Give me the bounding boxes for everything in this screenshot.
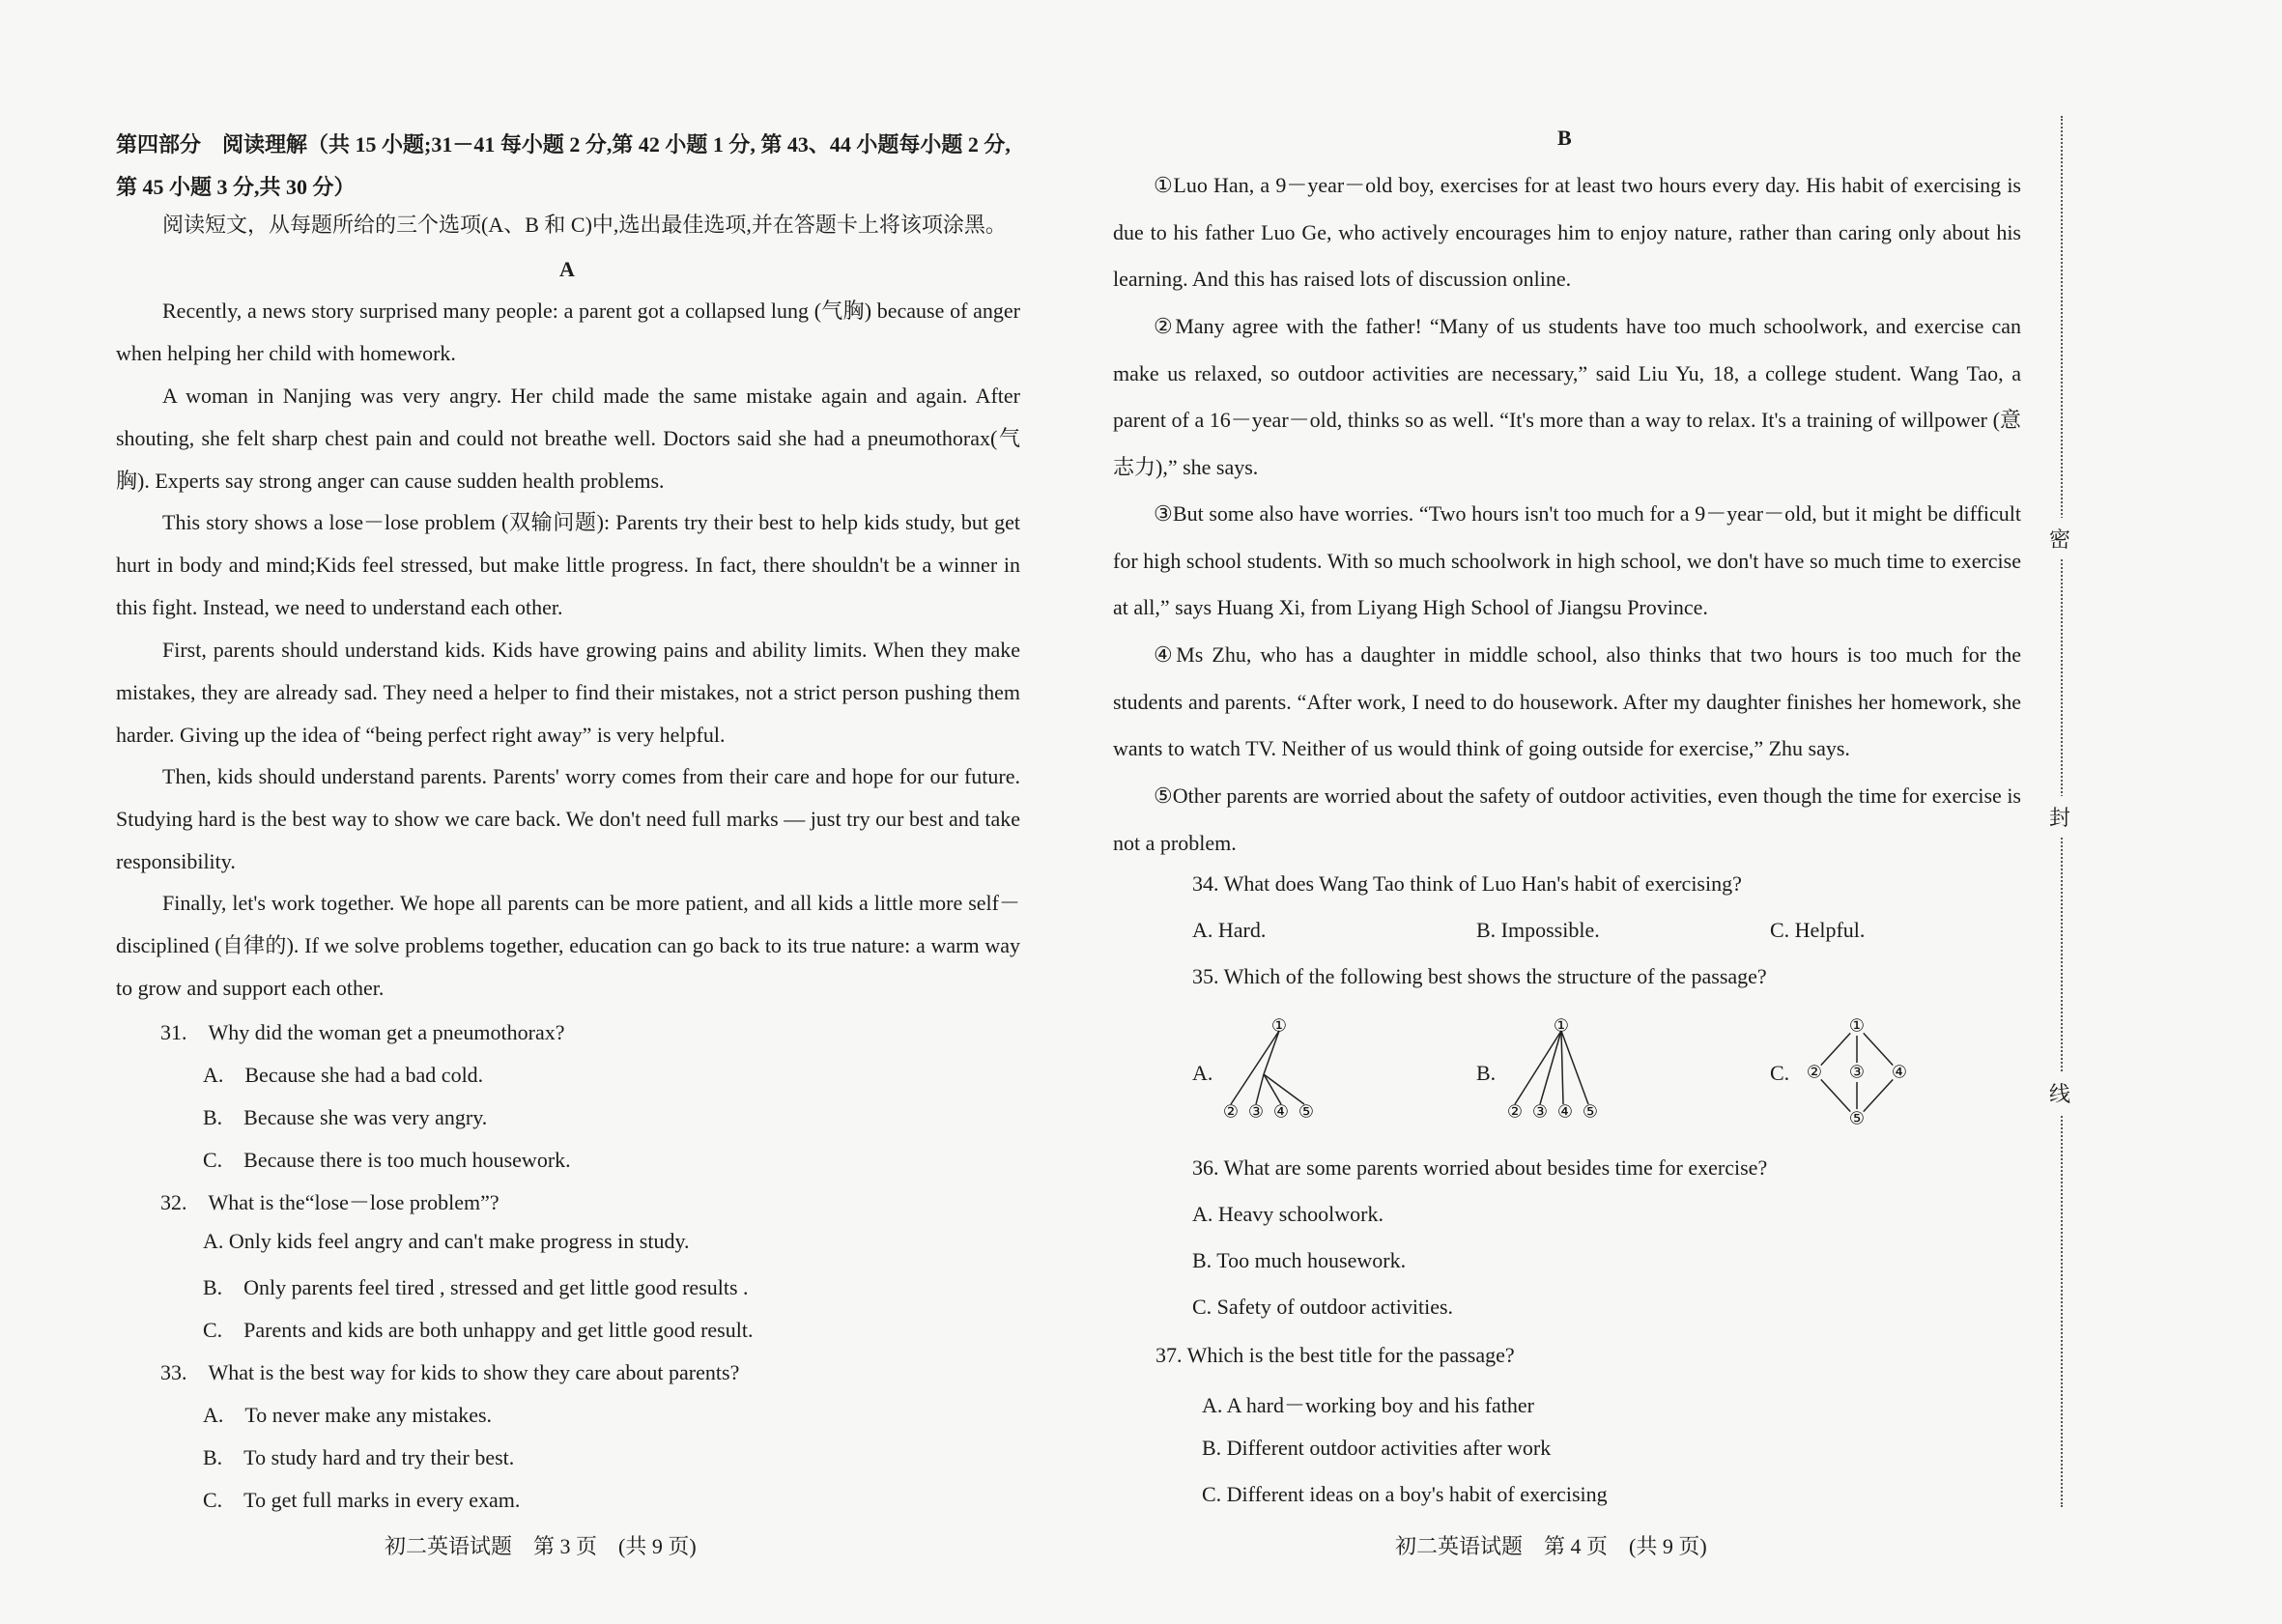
instructions: 阅读短文，从每题所给的三个选项(A、B 和 C)中,选出最佳选项,并在答题卡上将该项涂黑。 (162, 213, 1007, 237)
question-32-option-b: B. Only parents feel tired , stressed and get little good results . (203, 1275, 749, 1299)
question-34-option-a: A. Hard. (1192, 918, 1267, 942)
question-31-option-c: C. Because there is too much housework. (203, 1148, 571, 1172)
diagram-b-node-2: ② (1506, 1101, 1524, 1123)
question-37-option-c: C. Different ideas on a boy's habit of exercising (1202, 1482, 1608, 1506)
question-32-option-c: C. Parents and kids are both unhappy and get little good result. (203, 1318, 754, 1342)
passage-a-paragraph-3: This story shows a lose－lose problem (双输问题): Parents try their best to help kids study, but get hurt in body and mind;Kids feel stressed, but make little progress. In fact, there shouldn't be a winner in this fight. Instead, we need to understand each other. (116, 510, 1020, 619)
question-35-option-c-label: C. (1770, 1061, 1790, 1085)
diagram-c-node-5: ⑤ (1848, 1108, 1866, 1129)
diagram-c-node-2: ② (1806, 1062, 1823, 1083)
question-34: 34. What does Wang Tao think of Luo Han's habit of exercising? (1192, 871, 1742, 896)
section-title: 第四部分 阅读理解（共 15 小题;31－41 每小题 2 分,第 42 小题 1 分, 第 43、44 小题每小题 2 分,第 45 小题 3 分,共 30 分） (116, 132, 1011, 199)
question-36-option-c: C. Safety of outdoor activities. (1192, 1295, 1454, 1319)
passage-b-paragraph-1: ①Luo Han, a 9－year－old boy, exercises for at least two hours every day. His habit of exercising is due to his father Luo Ge, who actively encourages him to enjoy nature, rather than caring only about his learning. And this has raised lots of discussion online. (1113, 173, 2021, 291)
passage-a-paragraph-4: First, parents should understand kids. Kids have growing pains and ability limits. When they make mistakes, they are already sad. They need a helper to find their mistakes, not a strict person pushing them harder. Giving up the idea of “being perfect right away” is very helpful. (116, 638, 1020, 747)
question-37: 37. Which is the best title for the passage? (1155, 1343, 1515, 1367)
structure-diagram-a (1213, 1014, 1329, 1130)
question-36-option-b: B. Too much housework. (1192, 1248, 1407, 1272)
question-34-option-b: B. Impossible. (1476, 918, 1600, 942)
seal-char-feng: 封 (2049, 796, 2070, 838)
passage-b-title: B (1557, 126, 1572, 150)
page-footer-3: 初二英语试题 第 3 页 (共 9 页) (385, 1534, 697, 1558)
diagram-a-node-2: ② (1222, 1101, 1240, 1123)
passage-a-paragraph-6: Finally, let's work together. We hope all parents can be more patient, and all kids a little more self－disciplined (自律的). If we solve problems together, education can go back to its true nature: a warm way to grow and support each other. (116, 891, 1020, 1000)
seal-char-xian: 线 (2049, 1072, 2070, 1114)
diagram-b-node-4: ④ (1556, 1101, 1574, 1123)
diagram-b-node-1: ① (1553, 1015, 1570, 1037)
passage-a-title: A (559, 257, 575, 281)
question-34-option-c: C. Helpful. (1770, 918, 1866, 942)
question-37-option-b: B. Different outdoor activities after work (1202, 1436, 1552, 1460)
diagram-c-node-4: ④ (1891, 1062, 1908, 1083)
question-37-option-a: A. A hard－working boy and his father (1202, 1393, 1534, 1417)
question-32-option-a: A. Only kids feel angry and can't make progress in study. (203, 1229, 690, 1253)
passage-a-paragraph-2: A woman in Nanjing was very angry. Her child made the same mistake again and again. After shouting, she felt sharp chest pain and could not breathe well. Doctors said she had a pneumothorax(气胸). Experts say strong anger can cause sudden health problems. (116, 384, 1020, 493)
question-33-option-b: B. To study hard and try their best. (203, 1445, 515, 1469)
question-36: 36. What are some parents worried about besides time for exercise? (1192, 1155, 1768, 1180)
question-33: 33. What is the best way for kids to show they care about parents? (160, 1360, 740, 1384)
passage-b-paragraph-2: ②Many agree with the father! “Many of us students have too much schoolwork, and exercise can make us relaxed, so outdoor activities are necessary,” said Liu Yu, 18, a college student. Wang Tao, a parent of a 16－year－old, thinks so as well. “It's more than a way to relax. It's a training of willpower (意志力),” she says. (1113, 314, 2021, 479)
question-35-option-a-label: A. (1192, 1061, 1213, 1085)
question-31-option-a: A. Because she had a bad cold. (203, 1063, 484, 1087)
passage-b-paragraph-5: ⑤Other parents are worried about the safety of outdoor activities, even though the time for exercise is not a problem. (1113, 784, 2021, 855)
question-33-option-a: A. To never make any mistakes. (203, 1403, 493, 1427)
diagram-a-node-1: ① (1270, 1015, 1288, 1037)
diagram-c-node-3: ③ (1848, 1062, 1866, 1083)
question-36-option-a: A. Heavy schoolwork. (1192, 1202, 1383, 1226)
diagram-a-node-5: ⑤ (1298, 1101, 1315, 1123)
question-33-option-c: C. To get full marks in every exam. (203, 1488, 521, 1512)
question-35-option-b-label: B. (1476, 1061, 1497, 1085)
diagram-c-node-1: ① (1848, 1015, 1866, 1037)
passage-b-paragraph-3: ③But some also have worries. “Two hours isn't too much for a 9－year－old, but it might be difficult for high school students. With so much schoolwork in high school, we don't have so much time to exercise at all,” says Huang Xi, from Liyang High School of Jiangsu Province. (1113, 501, 2021, 619)
seal-char-mi: 密 (2049, 518, 2070, 559)
passage-b-paragraph-4: ④Ms Zhu, who has a daughter in middle school, also thinks that two hours is too much for the students and parents. “After work, I need to do housework. After my daughter finishes her homework, she wants to watch TV. Neither of us would think of going outside for exercise,” Zhu says. (1113, 642, 2021, 760)
structure-diagram-b (1498, 1014, 1613, 1130)
diagram-b-node-3: ③ (1531, 1101, 1549, 1123)
passage-a-paragraph-5: Then, kids should understand parents. Parents' worry comes from their care and hope for our future. Studying hard is the best way to show we care back. We don't need full marks — just try our best and take responsibility. (116, 764, 1020, 873)
diagram-b-node-5: ⑤ (1582, 1101, 1599, 1123)
page-footer-4: 初二英语试题 第 4 页 (共 9 页) (1395, 1534, 1707, 1558)
question-32: 32. What is the“lose－lose problem”? (160, 1190, 499, 1214)
passage-a-paragraph-1: Recently, a news story surprised many people: a parent got a collapsed lung (气胸) because of anger when helping her child with homework. (116, 299, 1020, 365)
question-31: 31. Why did the woman get a pneumothorax? (160, 1020, 565, 1044)
question-35: 35. Which of the following best shows the structure of the passage? (1192, 964, 1767, 988)
structure-diagram-c (1795, 1014, 1911, 1130)
question-31-option-b: B. Because she was very angry. (203, 1105, 488, 1129)
diagram-a-node-3: ③ (1247, 1101, 1265, 1123)
diagram-a-node-4: ④ (1272, 1101, 1290, 1123)
